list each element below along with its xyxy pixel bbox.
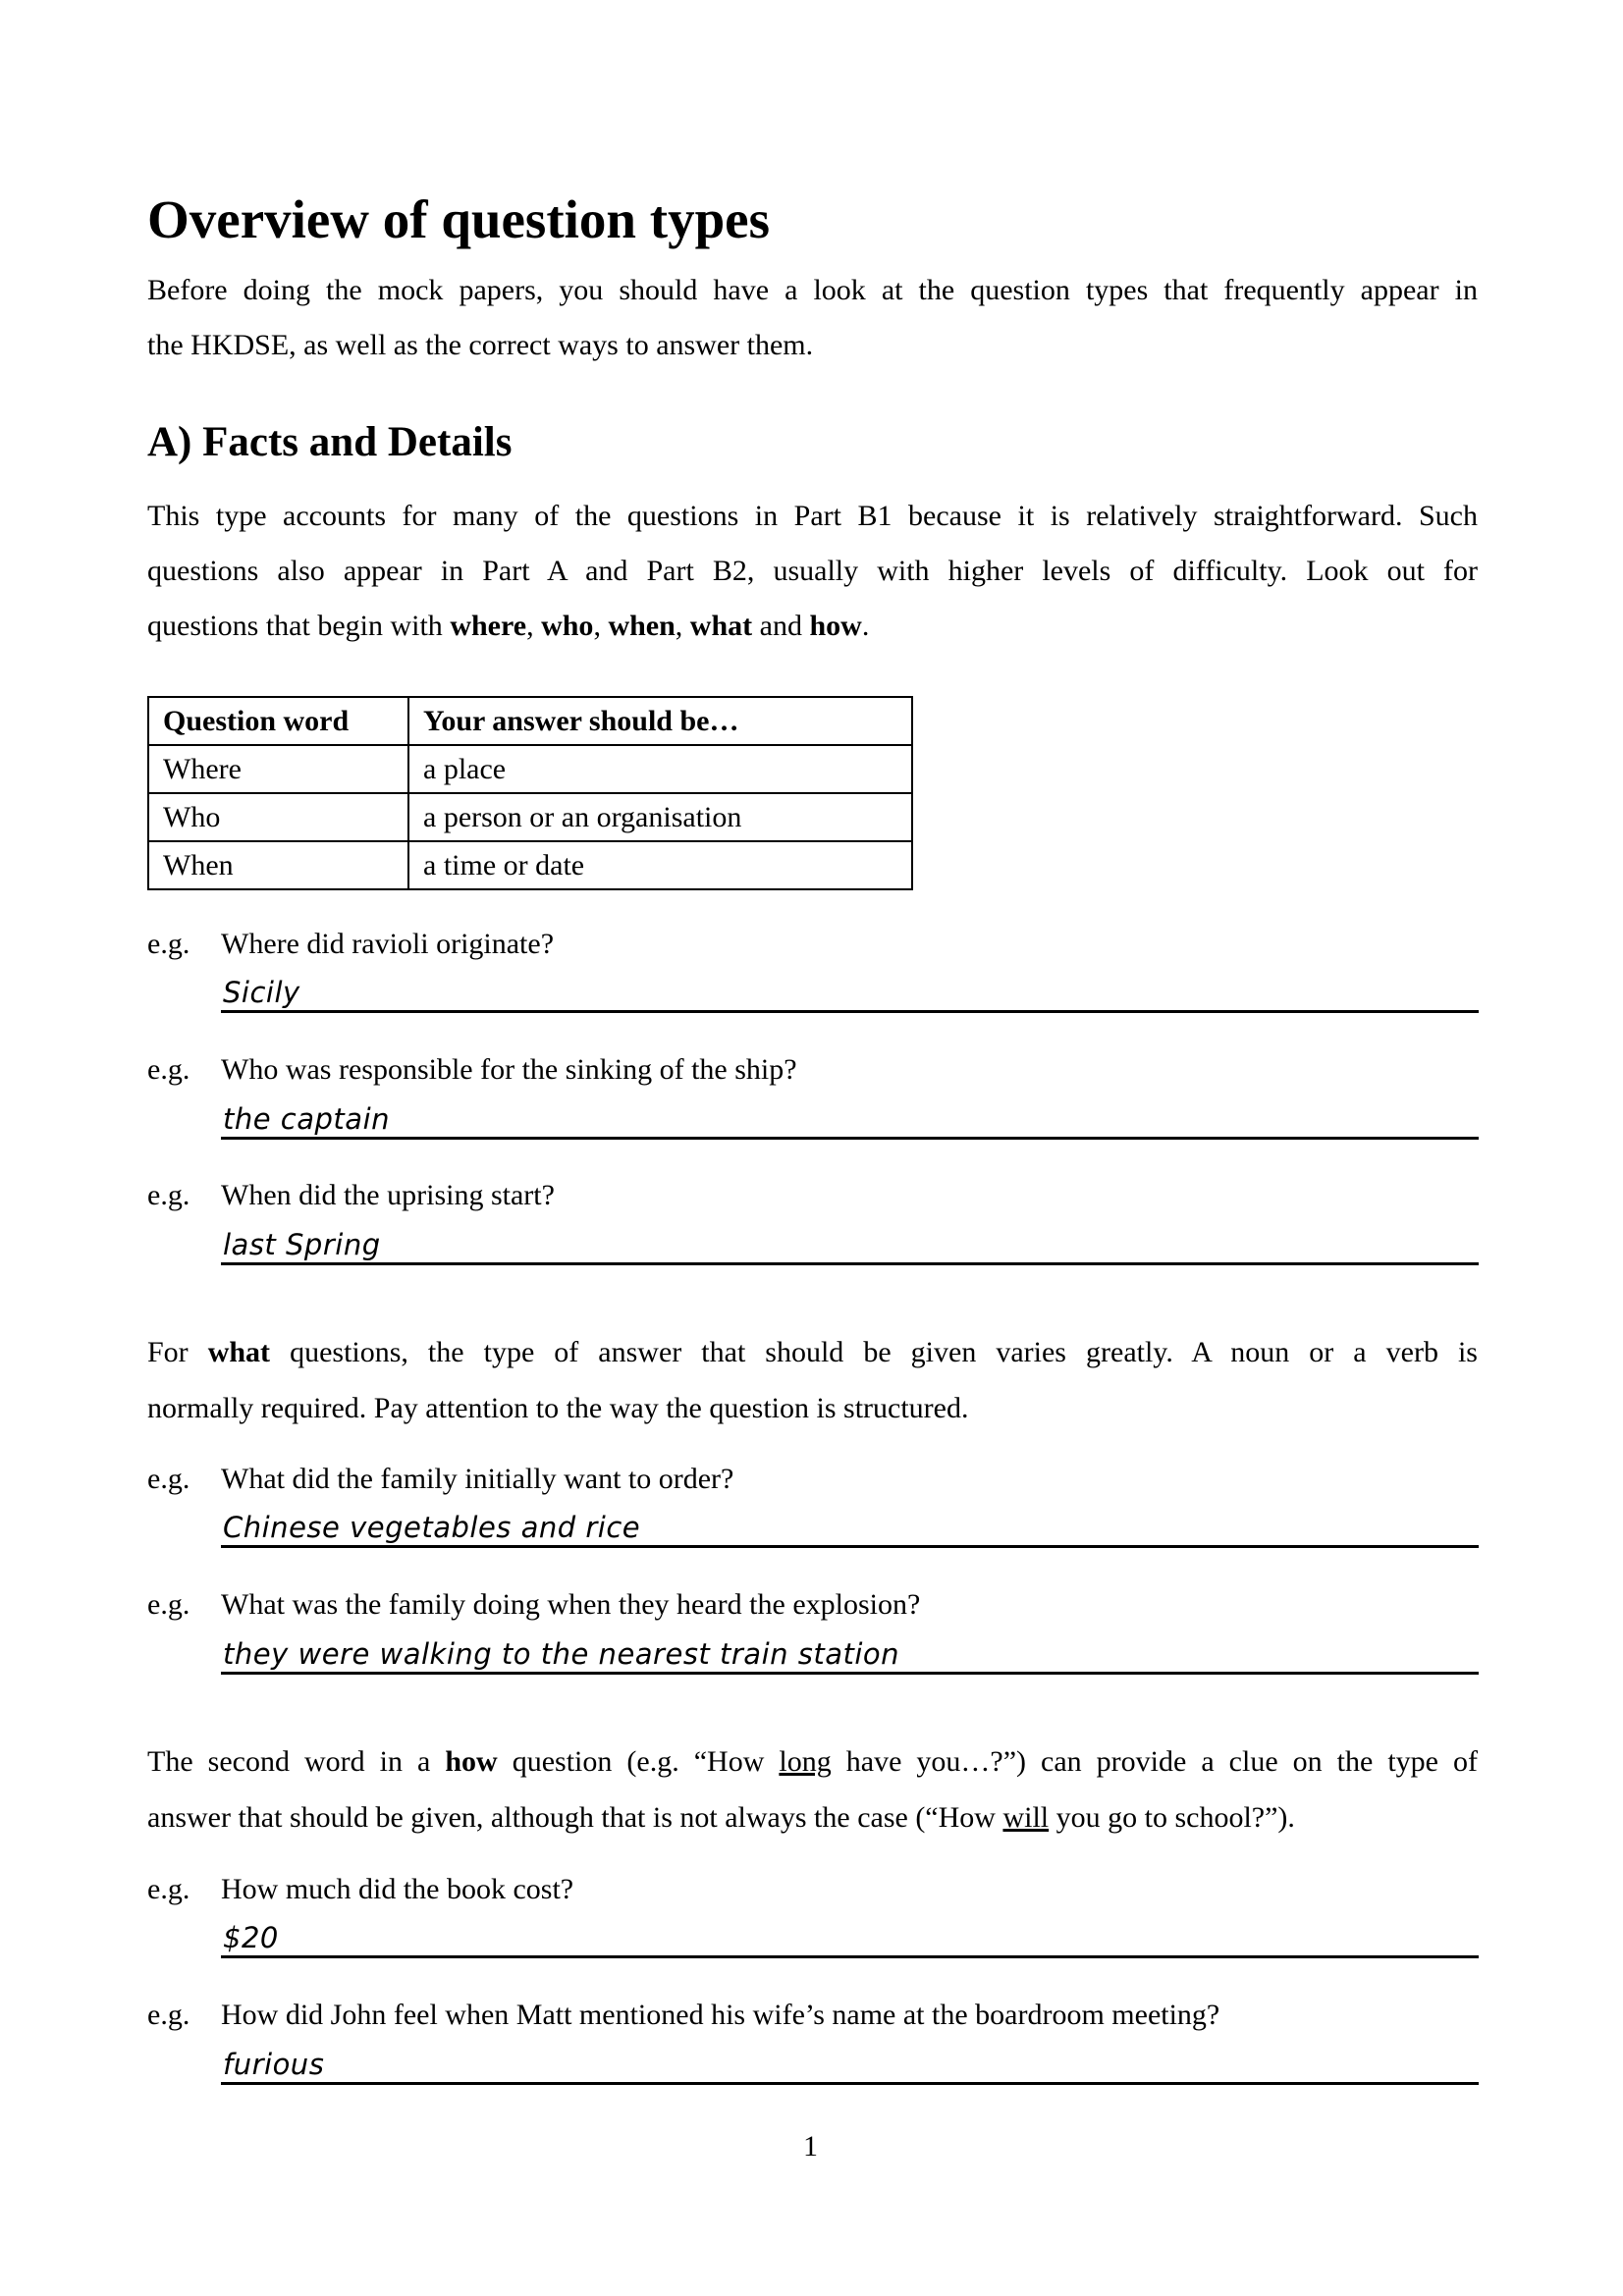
text: For	[147, 1336, 208, 1368]
example-question	[147, 1587, 920, 1623]
table-cell: a person or an organisation	[408, 793, 912, 841]
answer-line	[221, 1262, 1479, 1265]
table-cell: a time or date	[408, 841, 912, 889]
eg-label: e.g.	[147, 1588, 190, 1621]
handwritten-answer: last Spring	[223, 1228, 381, 1261]
handwritten-answer: they were walking to the nearest train station	[223, 1637, 900, 1671]
example-question	[147, 1052, 797, 1088]
answer-line	[221, 1955, 1479, 1958]
keyword-where: where	[450, 610, 527, 642]
handwritten-answer: Chinese vegetables and rice	[223, 1511, 641, 1544]
eg-label: e.g.	[147, 1463, 190, 1495]
how-para-line-1	[147, 1744, 1478, 1780]
text: and	[752, 610, 810, 642]
table-cell: Where	[148, 745, 408, 793]
section-para-line-3	[147, 609, 869, 644]
question-text: Where did ravioli originate?	[221, 928, 555, 960]
text: have you…?”) can provide a clue on the type of	[831, 1745, 1478, 1778]
eg-label: e.g.	[147, 1999, 190, 2031]
what-para-line-2: normally required. Pay attention to the way the question is structured.	[147, 1392, 969, 1424]
example-question	[147, 1178, 555, 1213]
text: .	[861, 610, 870, 642]
handwritten-answer: the captain	[223, 1102, 391, 1136]
table-cell: a place	[408, 745, 912, 793]
handwritten-answer: Sicily	[223, 976, 300, 1009]
text: questions that begin with	[147, 610, 451, 642]
table-header: Your answer should be…	[408, 697, 912, 745]
answer-line	[221, 1137, 1479, 1140]
text: The second word in a	[147, 1745, 446, 1778]
section-para-line-1: This type accounts for many of the questions in Part B1 because it is relatively straightforward. Such	[147, 500, 1478, 532]
example-question	[147, 927, 554, 962]
table-header-row	[148, 697, 912, 745]
table-row	[148, 745, 912, 793]
eg-label: e.g.	[147, 1179, 190, 1211]
what-para-line-1	[147, 1335, 1478, 1370]
question-text: What did the family initially want to order?	[221, 1463, 734, 1495]
eg-label: e.g.	[147, 928, 190, 960]
answer-line	[221, 1010, 1479, 1013]
section-para-line-2: questions also appear in Part A and Part B2, usually with higher levels of difficulty. Look out for	[147, 555, 1478, 587]
text: ,	[675, 610, 690, 642]
question-text: What was the family doing when they heard the explosion?	[221, 1588, 921, 1621]
underlined-word: long	[779, 1745, 832, 1778]
table-row	[148, 841, 912, 889]
table-cell: When	[148, 841, 408, 889]
text: you go to school?”).	[1049, 1801, 1295, 1834]
handwritten-answer: furious	[223, 2048, 325, 2081]
answer-line	[221, 1672, 1479, 1675]
table-cell: Who	[148, 793, 408, 841]
example-question	[147, 1872, 573, 1907]
keyword-what: what	[207, 1336, 271, 1368]
question-text: How did John feel when Matt mentioned his wife’s name at the boardroom meeting?	[221, 1999, 1220, 2031]
text: ,	[593, 610, 609, 642]
table-header: Question word	[148, 697, 408, 745]
how-para-line-2	[147, 1800, 1295, 1836]
keyword-when: when	[608, 610, 676, 642]
intro-line-1: Before doing the mock papers, you should have a look at the question types that frequently appear in	[147, 274, 1478, 306]
text: ,	[526, 610, 542, 642]
keyword-who: who	[541, 610, 594, 642]
keyword-how: how	[445, 1745, 498, 1778]
answer-line	[221, 2082, 1479, 2085]
intro-line-2: the HKDSE, as well as the correct ways to answer them.	[147, 329, 814, 361]
text: question (e.g. “How	[497, 1745, 780, 1778]
question-text: When did the uprising start?	[221, 1179, 555, 1211]
eg-label: e.g.	[147, 1873, 190, 1905]
page-number: 1	[803, 2130, 818, 2163]
answer-line	[221, 1545, 1479, 1548]
keyword-how: how	[809, 610, 862, 642]
section-heading: A) Facts and Details	[147, 419, 513, 465]
underlined-word: will	[1002, 1801, 1050, 1834]
table-row	[148, 793, 912, 841]
handwritten-answer: $20	[223, 1921, 279, 1954]
question-text: Who was responsible for the sinking of the ship?	[221, 1053, 797, 1086]
text: answer that should be given, although that is not always the case (“How	[147, 1801, 1003, 1834]
question-text: How much did the book cost?	[221, 1873, 574, 1905]
example-question	[147, 1462, 733, 1497]
page-title: Overview of question types	[147, 189, 770, 249]
text: questions, the type of answer that should be given varies greatly. A noun or a verb is	[270, 1336, 1478, 1368]
question-word-table	[147, 696, 913, 890]
keyword-what: what	[689, 610, 753, 642]
eg-label: e.g.	[147, 1053, 190, 1086]
example-question	[147, 1998, 1219, 2033]
